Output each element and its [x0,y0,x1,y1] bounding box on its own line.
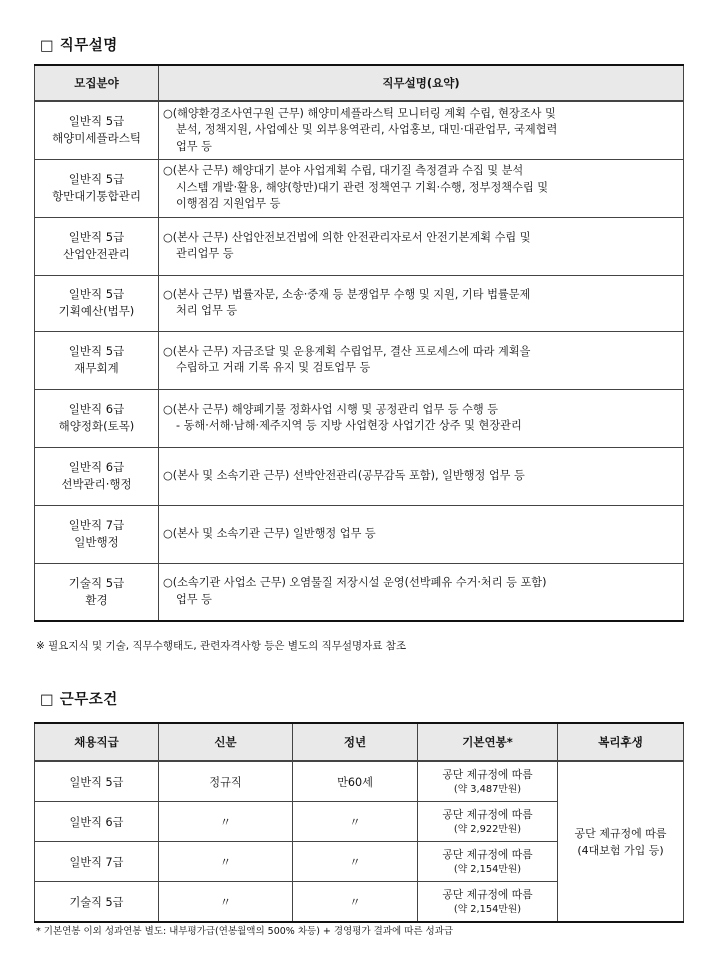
retirement-age-cell: 만60세 [293,761,418,802]
employment-status-cell: 〃 [159,882,293,923]
table-row [35,159,684,217]
job-description-cell [159,101,684,159]
table-row [35,563,684,621]
recruit-field-line: 일반직 5급 [68,344,125,358]
table-header-row [35,65,684,101]
recruit-field-line: 해양정화(토목) [58,419,135,433]
salary-amount: (약 2,154만원) [453,903,522,915]
recruit-field-cell [35,159,159,217]
job-description-cell [159,505,684,563]
recruit-field-line: 일반직 6급 [68,460,125,474]
job-description-table [34,64,684,622]
job-description-line: ○(소속기관 사업소 근무) 오염물질 저장시설 운영(선박폐유 수거·처리 등 포함) [163,576,547,590]
salary-rule: 공단 제규정에 따름 [442,807,533,821]
recruit-field-line: 일반직 5급 [68,114,125,129]
recruit-field-cell [35,217,159,275]
job-description-line: ○(본사 근무) 산업안전보건법에 의한 안전관리자로서 안전기본계획 수립 및 [163,230,531,244]
retirement-age-cell: 〃 [293,802,418,842]
column-header: 신분 [159,723,293,761]
section-title-work-conditions: □ 근무조건 [40,692,118,708]
table-header-row [35,723,684,761]
recruit-field-line: 일반행정 [74,535,119,549]
base-salary-cell [418,882,558,923]
salary-amount: (약 2,154만원) [453,863,522,875]
job-description-line: 이행점검 지원업무 등 [176,197,281,211]
job-description-line: 수립하고 거래 기록 유지 및 검토업무 등 [176,361,371,374]
recruit-field-line: 일반직 5급 [68,172,125,186]
recruit-field-cell [35,505,159,563]
job-description-line: ○(본사 및 소속기관 근무) 일반행정 업무 등 [163,526,376,540]
recruit-field-line: 기술직 5급 [68,575,125,590]
recruit-field-line: 항만대기통합관리 [52,189,141,203]
job-description-line: 업무 등 [176,592,212,606]
table-row [35,505,684,563]
job-description-line: 처리 업무 등 [176,304,238,317]
job-description-line: ○(본사 근무) 법률자문, 소송·중재 등 분쟁업무 수행 및 지원, 기타 법률문제 [163,287,531,301]
job-description-line: ○(해양환경조사연구원 근무) 해양미세플라스틱 모니터링 계획 수립, 현장조사 및 [163,106,556,120]
job-description-note: ※ 필요지식 및 기술, 직무수행태도, 관련자격사항 등은 별도의 직무설명자료 참조 [36,640,407,652]
grade-cell: 기술직 5급 [35,882,159,923]
column-header: 복리후생 [558,723,684,761]
recruit-field-cell [35,563,159,621]
recruit-field-line: 해양미세플라스틱 [52,131,141,146]
benefits-cell [558,761,684,922]
base-salary-cell [418,802,558,842]
job-description-line: ○(본사 및 소속기관 근무) 선박안전관리(공무감독 포함), 일반행정 업무 등 [163,468,525,482]
table-row [35,101,684,159]
job-description-cell [159,389,684,447]
recruit-field-line: 산업안전관리 [63,247,130,261]
employment-status-cell: 〃 [159,842,293,882]
employment-status-cell: 〃 [159,802,293,842]
recruit-field-cell [35,389,159,447]
table-row [35,447,684,505]
base-salary-cell [418,761,558,802]
section-title-job-description: □ 직무설명 [40,38,118,54]
base-salary-cell [418,842,558,882]
job-description-cell [159,331,684,389]
job-description-cell [159,447,684,505]
recruit-field-line: 선박관리·행정 [61,477,132,491]
job-description-line: 분석, 정책지원, 사업예산 및 외부용역관리, 사업홍보, 대민·대관업무, 국제협력 [176,123,558,136]
salary-amount: (약 2,922만원) [453,823,522,835]
grade-cell: 일반직 5급 [35,761,159,802]
table-row [35,275,684,331]
table-row [35,217,684,275]
column-header: 정년 [293,723,418,761]
job-description-line: ○(본사 근무) 자금조달 및 운용계획 수립업무, 결산 프로세스에 따라 계획을 [163,344,531,358]
job-description-cell [159,217,684,275]
column-header: 채용직급 [35,723,159,761]
column-header: 모집분야 [35,65,159,101]
column-header: 기본연봉* [418,723,558,761]
recruit-field-cell [35,331,159,389]
table-row [35,331,684,389]
job-description-line: ○(본사 근무) 해양대기 분야 사업계획 수립, 대기질 측정결과 수집 및 분석 [163,164,524,178]
grade-cell: 일반직 6급 [35,802,159,842]
table-row [35,389,684,447]
recruit-field-cell [35,101,159,159]
job-description-cell [159,159,684,217]
column-header: 직무설명(요약) [159,65,684,101]
employment-status-cell: 정규직 [159,761,293,802]
salary-rule: 공단 제규정에 따름 [442,887,533,901]
work-conditions-table [34,722,684,923]
recruit-field-cell [35,275,159,331]
table-row [35,761,684,802]
salary-rule: 공단 제규정에 따름 [442,847,533,861]
salary-footnote: * 기본연봉 이외 성과연봉 별도: 내부평가급(연봉월액의 500% 차등) + 경영평가 결과에 따른 성과급 [36,926,454,937]
retirement-age-cell: 〃 [293,842,418,882]
recruit-field-line: 일반직 5급 [68,230,125,244]
recruit-field-line: 일반직 6급 [68,402,125,416]
grade-cell: 일반직 7급 [35,842,159,882]
job-description-line: 시스템 개발·활용, 해양(항만)대기 관련 정책연구 기획·수행, 정부정책수립 및 [176,180,549,194]
recruit-field-line: 기획예산(법무) [58,304,135,318]
job-description-line: ○(본사 근무) 해양폐기물 정화사업 시행 및 공정관리 업무 등 수행 등 [163,402,499,416]
salary-rule: 공단 제규정에 따름 [442,767,533,781]
retirement-age-cell: 〃 [293,882,418,923]
recruit-field-line: 재무회계 [74,361,119,375]
job-description-line: 업무 등 [176,139,212,153]
recruit-field-line: 일반직 5급 [68,287,125,301]
recruit-field-cell [35,447,159,505]
job-description-cell [159,563,684,621]
job-description-line: - 동해·서해·남해·제주지역 등 지방 사업현장 사업기간 상주 및 현장관리 [176,419,522,432]
benefits-line: (4대보험 가입 등) [577,843,664,857]
benefits-line: 공단 제규정에 따름 [574,826,667,840]
job-description-line: 관리업무 등 [176,247,234,260]
salary-amount: (약 3,487만원) [453,783,522,795]
recruit-field-line: 일반직 7급 [68,518,125,532]
recruit-field-line: 환경 [85,592,108,607]
job-description-cell [159,275,684,331]
